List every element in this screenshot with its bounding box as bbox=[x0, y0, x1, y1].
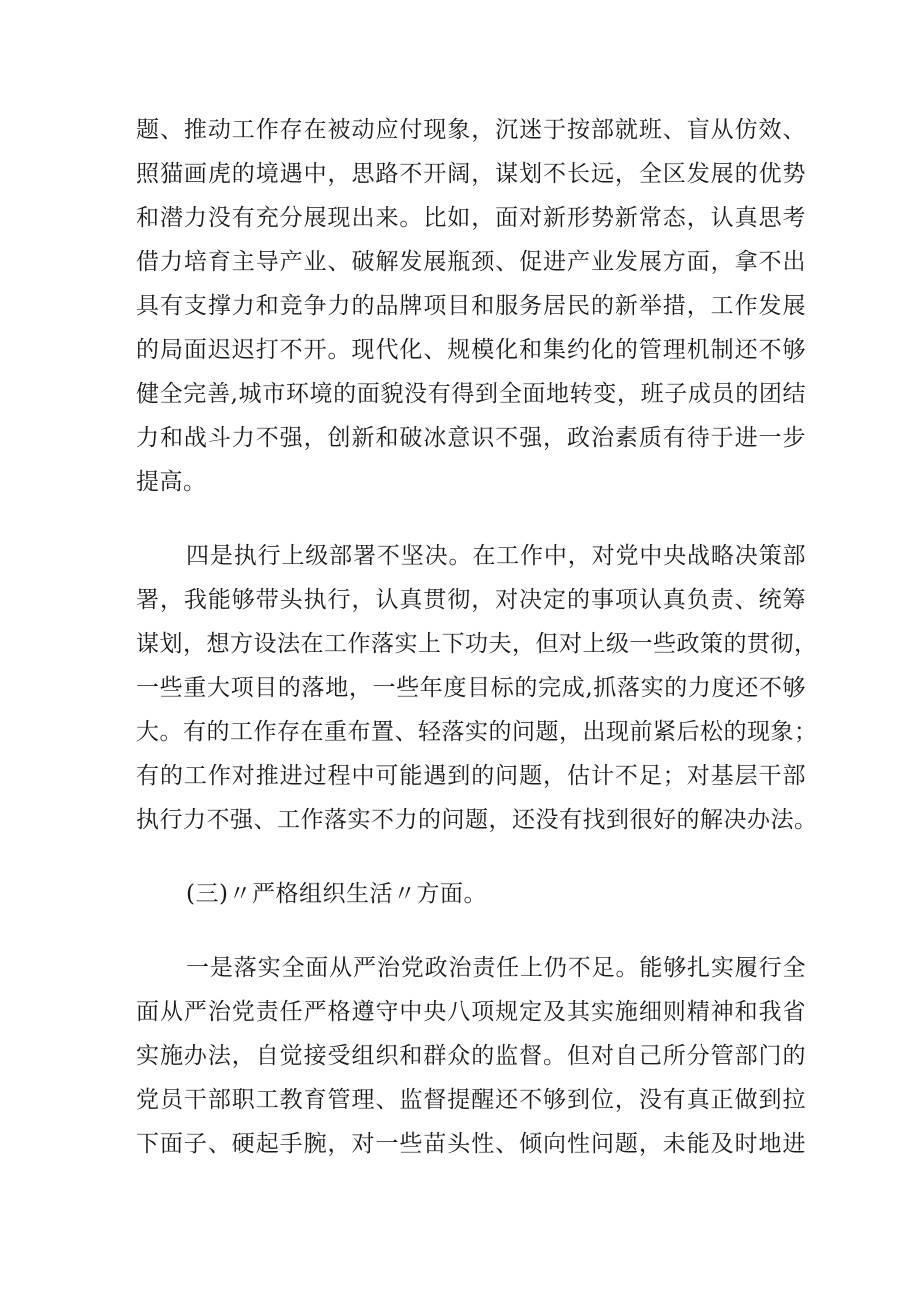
paragraph-line: 面从严治党责任严格遵守中央八项规定及其实施细则精神和我省 bbox=[136, 999, 806, 1025]
paragraph-line: 谋划，想方设法在工作落实上下功夫，但对上级一些政策的贯彻， bbox=[136, 631, 818, 657]
paragraph-line: 题、推动工作存在被动应付现象，沉迷于按部就班、盲从仿效、 bbox=[136, 117, 806, 143]
document-body bbox=[136, 108, 818, 1166]
paragraph-line: 力和战斗力不强，创新和破冰意识不强，政治素质有待于进一步 bbox=[136, 425, 806, 451]
paragraph-line: 和潜力没有充分展现出来。比如，面对新形势新常态，认真思考 bbox=[136, 205, 806, 231]
paragraph-line: 具有支撑力和竞争力的品牌项目和服务居民的新举措，工作发展 bbox=[136, 293, 806, 319]
paragraph-line: 一是落实全面从严治党政治责任上仍不足。能够扎实履行全 bbox=[186, 955, 806, 981]
paragraph-line: 一些重大项目的落地，一些年度目标的完成,抓落实的力度还不够 bbox=[136, 675, 806, 701]
paragraph-line: 提高。 bbox=[136, 469, 207, 495]
paragraph-line: 执行力不强、工作落实不力的问题，还没有找到很好的解决办法。 bbox=[136, 807, 818, 833]
paragraph-line: 健全完善,城市环境的面貌没有得到全面地转变，班子成员的团结 bbox=[136, 381, 806, 407]
paragraph-line: 党员干部职工教育管理、监督提醒还不够到位，没有真正做到拉 bbox=[136, 1087, 806, 1113]
paragraph-3 bbox=[136, 946, 806, 1166]
paragraph-line: 大。有的工作存在重布置、轻落实的问题，出现前紧后松的现象； bbox=[136, 719, 818, 745]
paragraph-line: 照猫画虎的境遇中，思路不开阔，谋划不长远，全区发展的优势 bbox=[136, 161, 806, 187]
paragraph-line: 的局面迟迟打不开。现代化、规模化和集约化的管理机制还不够 bbox=[136, 337, 806, 363]
paragraph-line: 有的工作对推进过程中可能遇到的问题，估计不足；对基层干部 bbox=[136, 763, 806, 789]
paragraph-2 bbox=[136, 534, 818, 842]
paragraph-line: 借力培育主导产业、破解发展瓶颈、促进产业发展方面，拿不出 bbox=[136, 249, 806, 275]
paragraph-line: 下面子、硬起手腕，对一些苗头性、倾向性问题，未能及时地进 bbox=[136, 1131, 806, 1157]
paragraph-1 bbox=[136, 108, 806, 504]
paragraph-line: 实施办法，自觉接受组织和群众的监督。但对自己所分管部门的 bbox=[136, 1043, 806, 1069]
paragraph-line: 四是执行上级部署不坚决。在工作中，对党中央战略决策部 bbox=[186, 543, 806, 569]
section-heading: (三)〃严格组织生活〃方面。 bbox=[186, 881, 487, 907]
paragraph-line: 署，我能够带头执行，认真贯彻，对决定的事项认真负责、统筹 bbox=[136, 587, 806, 613]
